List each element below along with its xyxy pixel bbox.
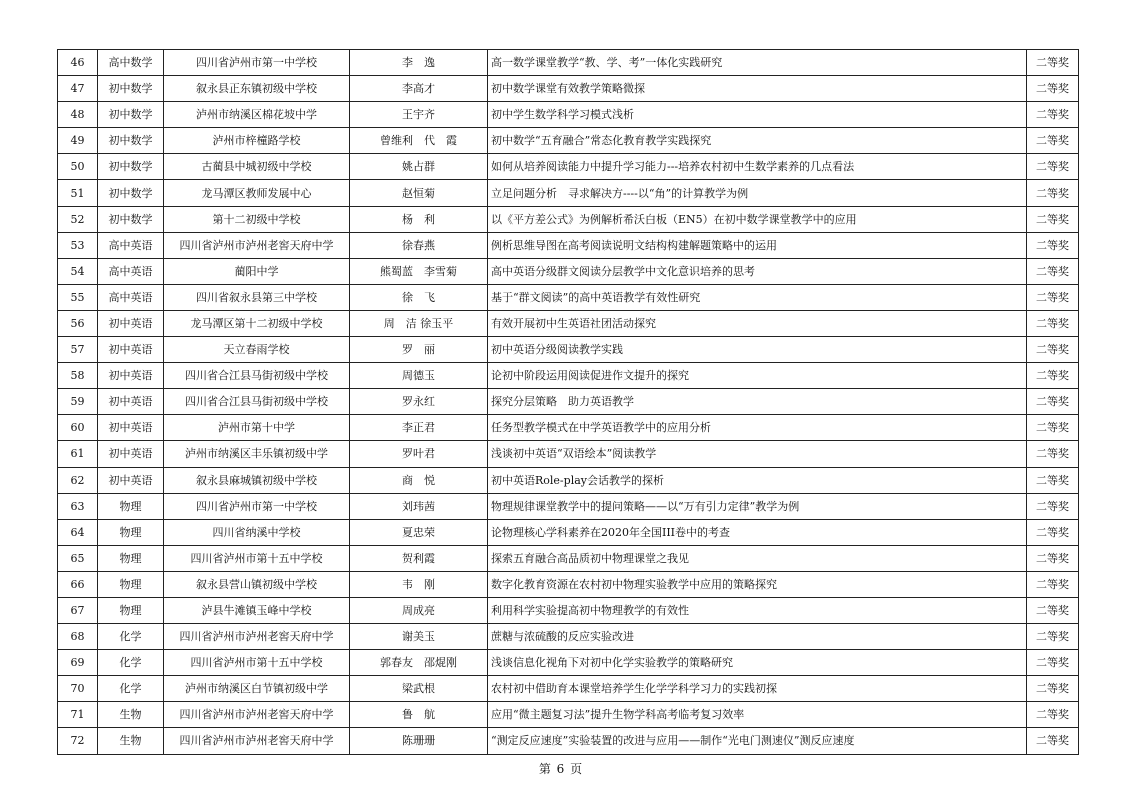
award-cell: 二等奖 (1027, 284, 1079, 310)
row-number: 47 (58, 76, 98, 102)
table-row (58, 597, 1079, 623)
author-cell: 曾维利 代 霞 (350, 128, 488, 154)
award-cell: 二等奖 (1027, 363, 1079, 389)
school-cell: 蔺阳中学 (164, 258, 350, 284)
subject-cell: 高中英语 (98, 232, 164, 258)
school-cell: 龙马潭区第十二初级中学校 (164, 310, 350, 336)
school-cell: 叙永县正东镇初级中学校 (164, 76, 350, 102)
author-cell: 李正君 (350, 415, 488, 441)
award-cell: 二等奖 (1027, 206, 1079, 232)
school-cell: 四川省泸州市泸州老窖天府中学 (164, 728, 350, 754)
author-cell: 谢美玉 (350, 624, 488, 650)
school-cell: 四川省叙永县第三中学校 (164, 284, 350, 310)
row-number: 54 (58, 258, 98, 284)
author-cell: 罗永红 (350, 389, 488, 415)
row-number: 65 (58, 545, 98, 571)
row-number: 58 (58, 363, 98, 389)
award-cell: 二等奖 (1027, 571, 1079, 597)
subject-cell: 化学 (98, 624, 164, 650)
subject-cell: 初中英语 (98, 389, 164, 415)
paper-title-cell: 有效开展初中生英语社团活动探究 (488, 310, 1027, 336)
author-cell: 陈珊珊 (350, 728, 488, 754)
school-cell: 四川省泸州市第十五中学校 (164, 650, 350, 676)
school-cell: 四川省合江县马街初级中学校 (164, 389, 350, 415)
table-row (58, 50, 1079, 76)
award-list-table (57, 49, 1079, 755)
author-cell: 姚占群 (350, 154, 488, 180)
school-cell: 四川省泸州市第一中学校 (164, 50, 350, 76)
table-row (58, 337, 1079, 363)
subject-cell: 初中数学 (98, 128, 164, 154)
row-number: 50 (58, 154, 98, 180)
paper-title-cell: 应用“微主题复习法”提升生物学科高考临考复习效率 (488, 702, 1027, 728)
table-row (58, 154, 1079, 180)
award-cell: 二等奖 (1027, 258, 1079, 284)
school-cell: 泸州市梓橦路学校 (164, 128, 350, 154)
paper-title-cell: 初中英语Role-play会话教学的探析 (488, 467, 1027, 493)
paper-title-cell: 基于“群文阅读”的高中英语教学有效性研究 (488, 284, 1027, 310)
award-cell: 二等奖 (1027, 624, 1079, 650)
author-cell: 罗叶君 (350, 441, 488, 467)
author-cell: 郭春友 邵焜刚 (350, 650, 488, 676)
subject-cell: 物理 (98, 493, 164, 519)
subject-cell: 物理 (98, 519, 164, 545)
paper-title-cell: 探究分层策略 助力英语教学 (488, 389, 1027, 415)
school-cell: 四川省泸州市泸州老窖天府中学 (164, 232, 350, 258)
award-list-body (58, 50, 1079, 755)
row-number: 63 (58, 493, 98, 519)
table-row (58, 128, 1079, 154)
row-number: 55 (58, 284, 98, 310)
award-cell: 二等奖 (1027, 154, 1079, 180)
row-number: 71 (58, 702, 98, 728)
author-cell: 徐 飞 (350, 284, 488, 310)
paper-title-cell: 以《平方差公式》为例解析希沃白板（EN5）在初中数学课堂教学中的应用 (488, 206, 1027, 232)
author-cell: 徐春燕 (350, 232, 488, 258)
table-row (58, 310, 1079, 336)
table-row (58, 650, 1079, 676)
subject-cell: 初中数学 (98, 76, 164, 102)
paper-title-cell: 数字化教育资源在农村初中物理实验教学中应用的策略探究 (488, 571, 1027, 597)
table-row (58, 102, 1079, 128)
table-row (58, 76, 1079, 102)
subject-cell: 生物 (98, 728, 164, 754)
subject-cell: 物理 (98, 571, 164, 597)
school-cell: 龙马潭区教师发展中心 (164, 180, 350, 206)
row-number: 62 (58, 467, 98, 493)
row-number: 52 (58, 206, 98, 232)
subject-cell: 生物 (98, 702, 164, 728)
row-number: 53 (58, 232, 98, 258)
author-cell: 周德玉 (350, 363, 488, 389)
author-cell: 赵恒菊 (350, 180, 488, 206)
paper-title-cell: 论物理核心学科素养在2020年全国III卷中的考查 (488, 519, 1027, 545)
award-cell: 二等奖 (1027, 702, 1079, 728)
school-cell: 四川省泸州市第一中学校 (164, 493, 350, 519)
row-number: 64 (58, 519, 98, 545)
table-row (58, 258, 1079, 284)
table-row (58, 415, 1079, 441)
author-cell: 贺利霞 (350, 545, 488, 571)
subject-cell: 高中英语 (98, 258, 164, 284)
award-cell: 二等奖 (1027, 180, 1079, 206)
table-row (58, 571, 1079, 597)
subject-cell: 化学 (98, 676, 164, 702)
subject-cell: 初中英语 (98, 310, 164, 336)
table-row (58, 728, 1079, 754)
award-cell: 二等奖 (1027, 676, 1079, 702)
paper-title-cell: 任务型教学模式在中学英语教学中的应用分析 (488, 415, 1027, 441)
award-cell: 二等奖 (1027, 337, 1079, 363)
award-cell: 二等奖 (1027, 493, 1079, 519)
paper-title-cell: 农村初中借助育本课堂培养学生化学学科学习力的实践初探 (488, 676, 1027, 702)
award-cell: 二等奖 (1027, 597, 1079, 623)
author-cell: 韦 刚 (350, 571, 488, 597)
table-row (58, 624, 1079, 650)
author-cell: 商 悦 (350, 467, 488, 493)
table-row (58, 467, 1079, 493)
row-number: 59 (58, 389, 98, 415)
paper-title-cell: 初中学生数学科学习模式浅析 (488, 102, 1027, 128)
author-cell: 罗 丽 (350, 337, 488, 363)
school-cell: 四川省纳溪中学校 (164, 519, 350, 545)
table-row (58, 493, 1079, 519)
paper-title-cell: 利用科学实验提高初中物理教学的有效性 (488, 597, 1027, 623)
subject-cell: 初中英语 (98, 441, 164, 467)
school-cell: 四川省泸州市第十五中学校 (164, 545, 350, 571)
table-row (58, 389, 1079, 415)
subject-cell: 初中数学 (98, 154, 164, 180)
author-cell: 杨 利 (350, 206, 488, 232)
school-cell: 第十二初级中学校 (164, 206, 350, 232)
award-cell: 二等奖 (1027, 128, 1079, 154)
paper-title-cell: 例析思维导图在高考阅读说明文结构构建解题策略中的运用 (488, 232, 1027, 258)
author-cell: 李高才 (350, 76, 488, 102)
award-cell: 二等奖 (1027, 415, 1079, 441)
paper-title-cell: 浅谈初中英语“双语绘本”阅读教学 (488, 441, 1027, 467)
row-number: 70 (58, 676, 98, 702)
school-cell: 四川省泸州市泸州老窖天府中学 (164, 702, 350, 728)
school-cell: 泸州市纳溪区丰乐镇初级中学 (164, 441, 350, 467)
row-number: 46 (58, 50, 98, 76)
author-cell: 刘玮茜 (350, 493, 488, 519)
row-number: 49 (58, 128, 98, 154)
school-cell: 天立春雨学校 (164, 337, 350, 363)
row-number: 56 (58, 310, 98, 336)
subject-cell: 物理 (98, 545, 164, 571)
paper-title-cell: 立足问题分析 寻求解决方----以“角”的计算教学为例 (488, 180, 1027, 206)
subject-cell: 初中英语 (98, 467, 164, 493)
school-cell: 泸州市纳溪区棉花坡中学 (164, 102, 350, 128)
paper-title-cell: 论初中阶段运用阅读促进作文提升的探究 (488, 363, 1027, 389)
table-row (58, 284, 1079, 310)
school-cell: 泸州市纳溪区白节镇初级中学 (164, 676, 350, 702)
award-cell: 二等奖 (1027, 50, 1079, 76)
paper-title-cell: 如何从培养阅读能力中提升学习能力---培养农村初中生数学素养的几点看法 (488, 154, 1027, 180)
paper-title-cell: 物理规律课堂教学中的提问策略——以“万有引力定律”教学为例 (488, 493, 1027, 519)
award-cell: 二等奖 (1027, 467, 1079, 493)
row-number: 68 (58, 624, 98, 650)
author-cell: 鲁 航 (350, 702, 488, 728)
table-row (58, 441, 1079, 467)
school-cell: 叙永县麻城镇初级中学校 (164, 467, 350, 493)
author-cell: 王宇齐 (350, 102, 488, 128)
paper-title-cell: 高一数学课堂教学“教、学、考”一体化实践研究 (488, 50, 1027, 76)
table-row (58, 232, 1079, 258)
award-cell: 二等奖 (1027, 650, 1079, 676)
award-cell: 二等奖 (1027, 441, 1079, 467)
school-cell: 四川省泸州市泸州老窖天府中学 (164, 624, 350, 650)
paper-title-cell: 初中数学课堂有效教学策略微探 (488, 76, 1027, 102)
row-number: 60 (58, 415, 98, 441)
award-cell: 二等奖 (1027, 389, 1079, 415)
award-cell: 二等奖 (1027, 76, 1079, 102)
table-row (58, 519, 1079, 545)
author-cell: 夏忠荣 (350, 519, 488, 545)
row-number: 51 (58, 180, 98, 206)
award-cell: 二等奖 (1027, 519, 1079, 545)
row-number: 57 (58, 337, 98, 363)
row-number: 72 (58, 728, 98, 754)
subject-cell: 初中英语 (98, 337, 164, 363)
subject-cell: 化学 (98, 650, 164, 676)
table-row (58, 363, 1079, 389)
table-row (58, 206, 1079, 232)
subject-cell: 初中数学 (98, 206, 164, 232)
author-cell: 梁武根 (350, 676, 488, 702)
award-cell: 二等奖 (1027, 102, 1079, 128)
paper-title-cell: “测定反应速度”实验装置的改进与应用——制作“光电门测速仪”测反应速度 (488, 728, 1027, 754)
author-cell: 熊蜀蓝 李雪菊 (350, 258, 488, 284)
school-cell: 四川省合江县马街初级中学校 (164, 363, 350, 389)
author-cell: 李 逸 (350, 50, 488, 76)
award-cell: 二等奖 (1027, 728, 1079, 754)
award-cell: 二等奖 (1027, 232, 1079, 258)
table-row (58, 545, 1079, 571)
table-row (58, 702, 1079, 728)
paper-title-cell: 浅谈信息化视角下对初中化学实验教学的策略研究 (488, 650, 1027, 676)
author-cell: 周成亮 (350, 597, 488, 623)
author-cell: 周 洁 徐玉平 (350, 310, 488, 336)
table-row (58, 676, 1079, 702)
subject-cell: 物理 (98, 597, 164, 623)
subject-cell: 初中数学 (98, 180, 164, 206)
award-cell: 二等奖 (1027, 545, 1079, 571)
school-cell: 泸县牛滩镇玉峰中学校 (164, 597, 350, 623)
row-number: 61 (58, 441, 98, 467)
row-number: 69 (58, 650, 98, 676)
school-cell: 叙永县营山镇初级中学校 (164, 571, 350, 597)
subject-cell: 初中英语 (98, 363, 164, 389)
award-cell: 二等奖 (1027, 310, 1079, 336)
paper-title-cell: 蔗糖与浓硫酸的反应实验改进 (488, 624, 1027, 650)
row-number: 66 (58, 571, 98, 597)
table-row (58, 180, 1079, 206)
subject-cell: 高中数学 (98, 50, 164, 76)
paper-title-cell: 探索五育融合高品质初中物理课堂之我见 (488, 545, 1027, 571)
paper-title-cell: 初中数学“五育融合”常态化教育教学实践探究 (488, 128, 1027, 154)
subject-cell: 初中英语 (98, 415, 164, 441)
paper-title-cell: 初中英语分级阅读教学实践 (488, 337, 1027, 363)
subject-cell: 初中数学 (98, 102, 164, 128)
school-cell: 古蔺县中城初级中学校 (164, 154, 350, 180)
page-number: 第 6 页 (538, 762, 584, 776)
school-cell: 泸州市第十中学 (164, 415, 350, 441)
row-number: 67 (58, 597, 98, 623)
subject-cell: 高中英语 (98, 284, 164, 310)
row-number: 48 (58, 102, 98, 128)
paper-title-cell: 高中英语分级群文阅读分层教学中文化意识培养的思考 (488, 258, 1027, 284)
